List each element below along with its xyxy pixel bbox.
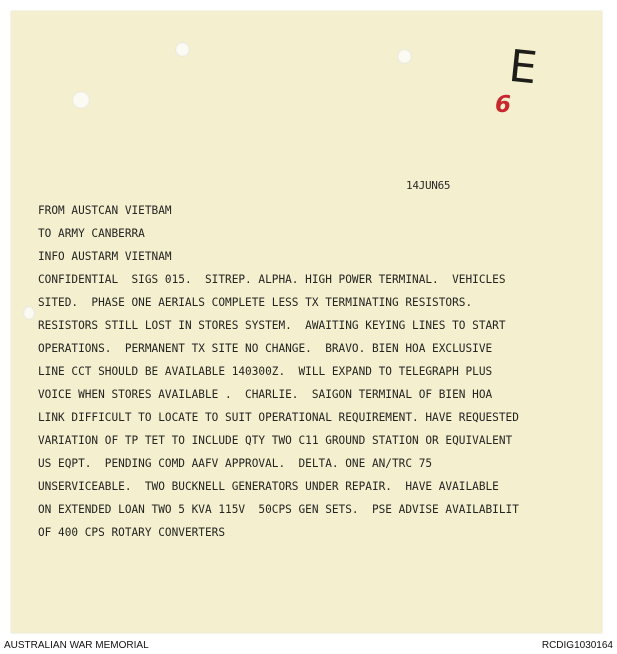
punch-hole [72, 91, 90, 109]
archive-source-label: AUSTRALIAN WAR MEMORIAL [4, 640, 149, 651]
message-line: LINE CCT SHOULD BE AVAILABLE 140300Z. WILL EXPAND TO TELEGRAPH PLUS [38, 365, 493, 378]
message-line: VOICE WHEN STORES AVAILABLE . CHARLIE. SAIGON TERMINAL OF BIEN HOA [38, 388, 493, 401]
punch-hole [23, 306, 35, 320]
archive-record-id: RCDIG1030164 [541, 640, 613, 651]
message-line: TO ARMY CANBERRA [38, 227, 145, 240]
message-line: VARIATION OF TP TET TO INCLUDE QTY TWO C11 GROUND STATION OR EQUIVALENT [38, 434, 513, 447]
message-line: CONFIDENTIAL SIGS 015. SITREP. ALPHA. HIGH POWER TERMINAL. VEHICLES [38, 273, 506, 286]
message-line: US EQPT. PENDING COMD AAFV APPROVAL. DELTA. ONE AN/TRC 75 [38, 457, 433, 470]
message-line: OF 400 CPS ROTARY CONVERTERS [38, 526, 226, 539]
message-line: ON EXTENDED LOAN TWO 5 KVA 115V 50CPS GEN SETS. PSE ADVISE AVAILABILIT [38, 503, 519, 516]
message-line: UNSERVICEABLE. TWO BUCKNELL GENERATORS UNDER REPAIR. HAVE AVAILABLE [38, 480, 499, 493]
message-line: SITED. PHASE ONE AERIALS COMPLETE LESS TX TERMINATING RESISTORS. [38, 296, 473, 309]
message-body [38, 203, 519, 548]
message-line: LINK DIFFICULT TO LOCATE TO SUIT OPERATIONAL REQUIREMENT. HAVE REQUESTED [38, 411, 519, 424]
punch-hole [175, 42, 190, 57]
punch-hole [397, 49, 412, 64]
handwritten-number-annotation: 6 [495, 92, 512, 118]
message-date: 14JUN65 [406, 179, 451, 192]
message-line: RESISTORS STILL LOST IN STORES SYSTEM. AWAITING KEYING LINES TO START [38, 319, 506, 332]
message-line: INFO AUSTARM VIETNAM [38, 250, 172, 263]
archive-footer [0, 638, 617, 654]
handwritten-letter-annotation: E [506, 40, 540, 95]
message-line: FROM AUSTCAN VIETBAM [38, 204, 172, 217]
message-line: OPERATIONS. PERMANENT TX SITE NO CHANGE. BRAVO. BIEN HOA EXCLUSIVE [38, 342, 493, 355]
